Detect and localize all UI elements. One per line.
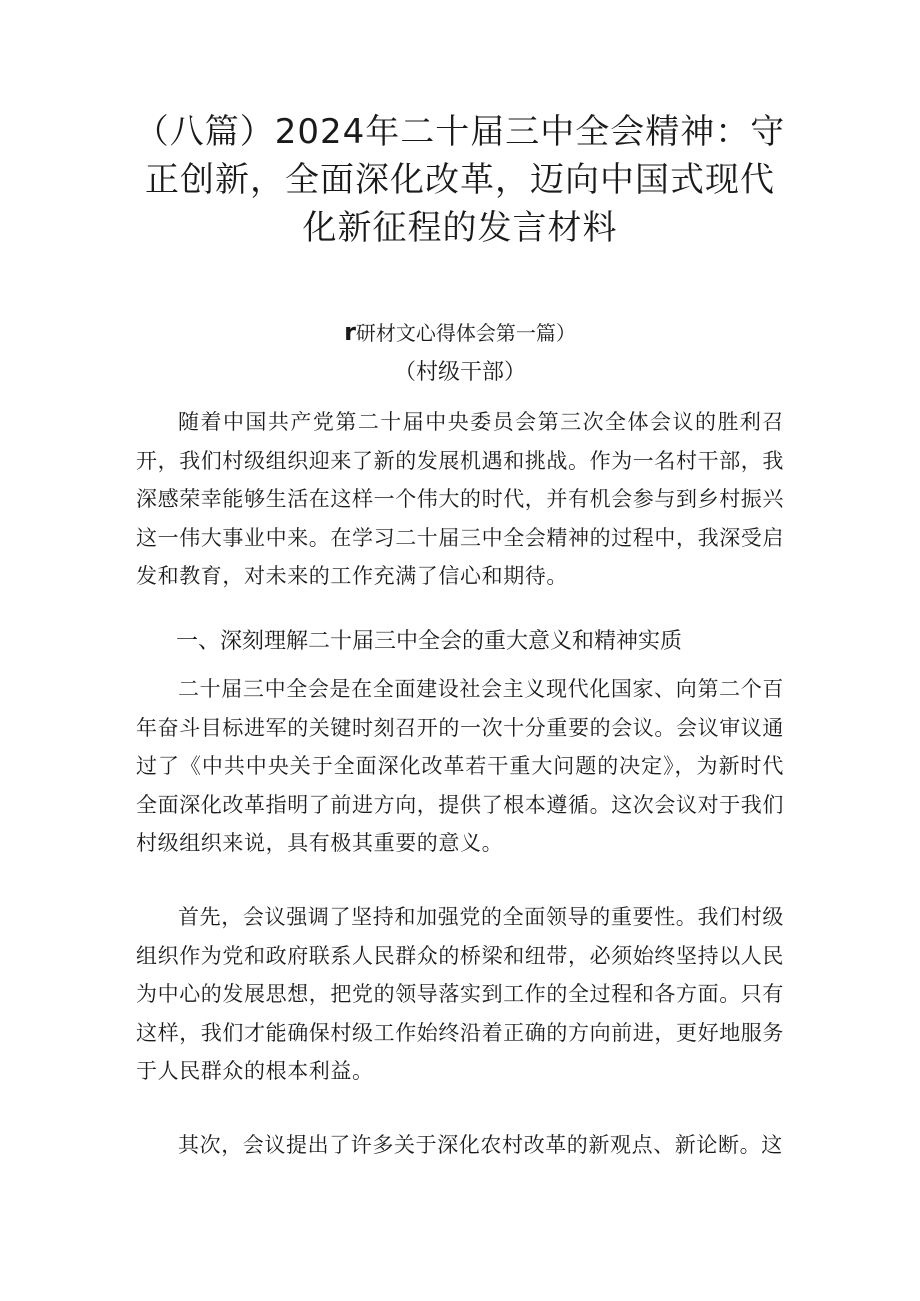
author-role: （村级干部） [393, 360, 526, 385]
document-title: （八篇）2024年二十届三中全会精神：守正创新，全面深化改革，迈向中国式现代化新征程的发言材料 [134, 112, 786, 248]
paragraph-second-point: 其次，会议提出了许多关于深化农村改革的新观点、新论断。这 [178, 1133, 783, 1157]
document-subtitle [0, 318, 920, 347]
paragraph-significance: 二十届三中全会是在全面建设社会主义现代化国家、向第二个百年奋斗目标进军的关键时刻召开的一次十分重要的会议。会议审议通过了《中共中央关于全面深化改革若干重大问题的决定》，为新时代全面深化改革指明了前进方向，提供了根本遵循。这次会议对于我们村级组织来说，具有极其重要的意义。 [136, 677, 784, 856]
subtitle-mark: r [344, 318, 356, 346]
section-heading: 一、深刻理解二十届三中全会的重大意义和精神实质 [176, 629, 683, 654]
subtitle-text: 研材文心得体会第一篇） [355, 321, 576, 345]
paragraph-first-point: 首先，会议强调了坚持和加强党的全面领导的重要性。我们村级组织作为党和政府联系人民群众的桥梁和纽带，必须始终坚持以人民为中心的发展思想，把党的领导落实到工作的全过程和各方面。只有这样，我们才能确保村级工作始终沿着正确的方向前进，更好地服务于人民群众的根本利益。 [136, 905, 784, 1084]
paragraph-intro: 随着中国共产党第二十届中央委员会第三次全体会议的胜利召开，我们村级组织迎来了新的发展机遇和挑战。作为一名村干部，我深感荣幸能够生活在这样一个伟大的时代，并有机会参与到乡村振兴这一伟大事业中来。在学习二十届三中全会精神的过程中，我深受启发和教育，对未来的工作充满了信心和期待。 [136, 410, 784, 589]
